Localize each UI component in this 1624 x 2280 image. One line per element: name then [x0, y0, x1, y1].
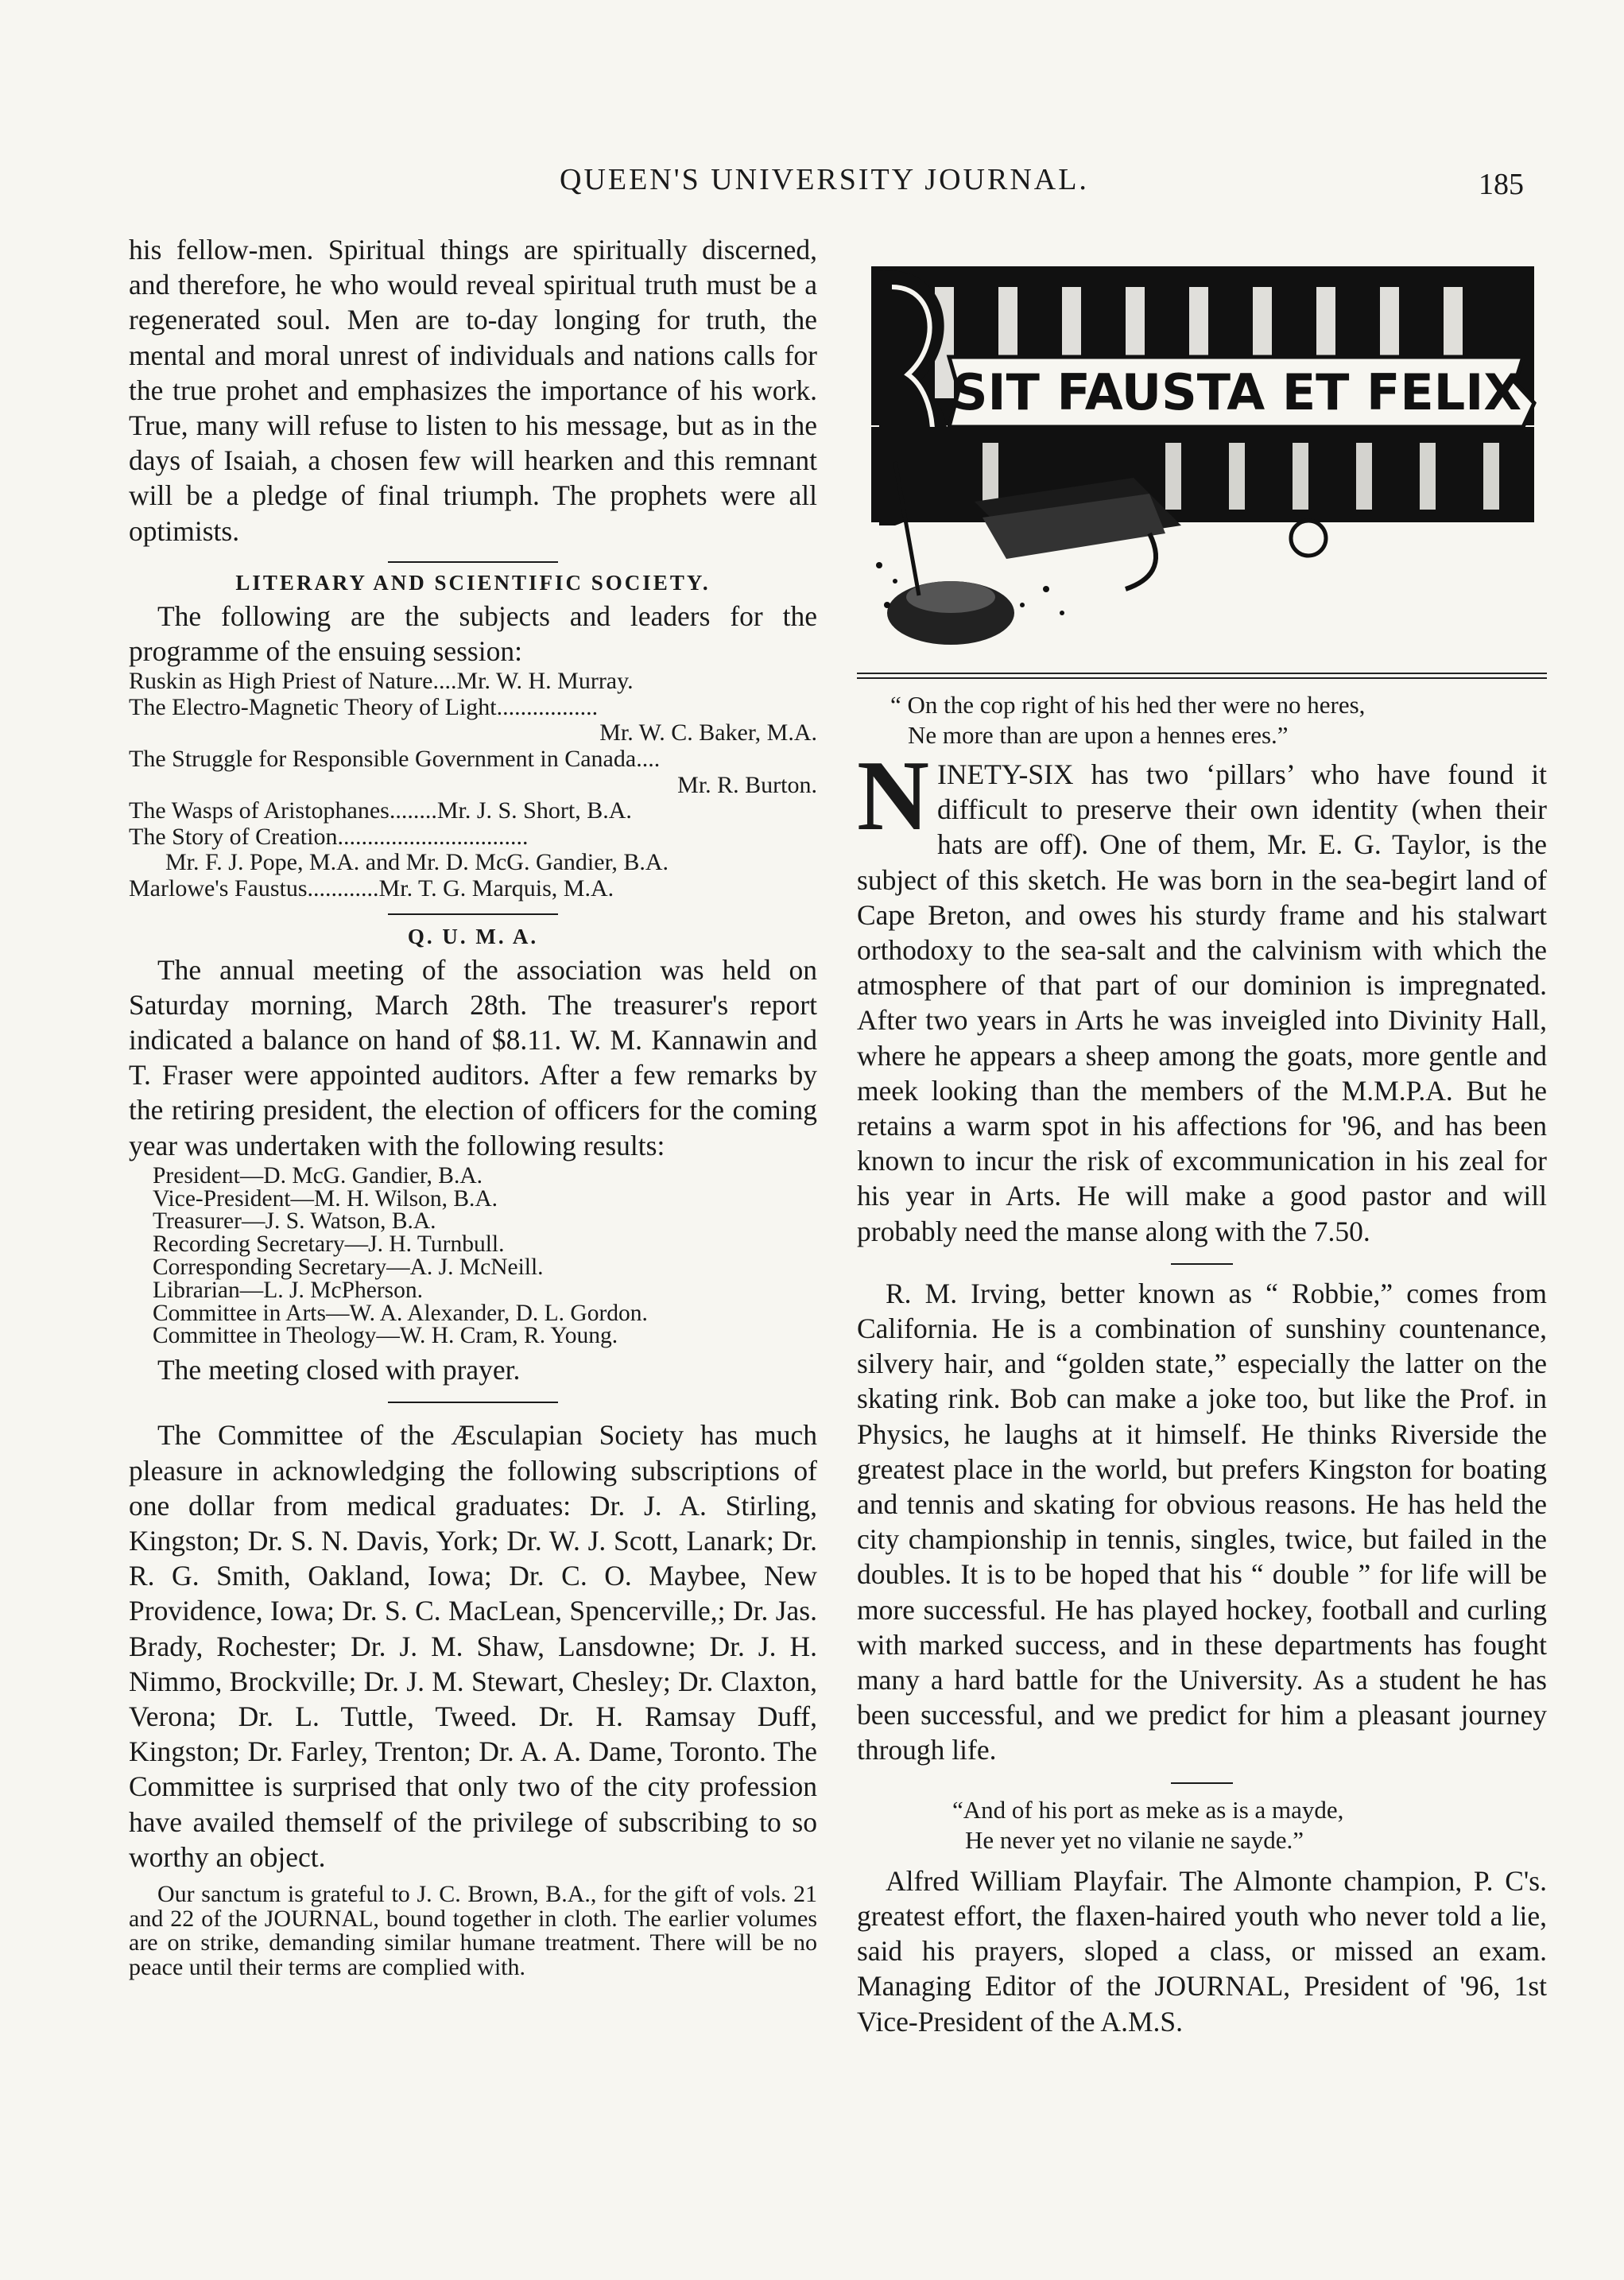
section-rule: [388, 913, 558, 915]
playfair-paragraph: Alfred William Playfair. The Almonte champion, P. C's. greatest effort, the flaxen-haired youth who never told a lie, said his prayers, sloped a class, or missed an exam. Managing Editor of the JOURNAL, President of '96, 1st Vice-President of the A.M.S.: [857, 1864, 1547, 2038]
taylor-paragraph: [857, 741, 1547, 1249]
lit-sci-heading: LITERARY AND SCIENTIFIC SOCIETY.: [235, 570, 711, 595]
bibliography-banner-illustration: [863, 263, 1542, 654]
section-rule: [1171, 1263, 1233, 1265]
section-rule: [388, 561, 558, 563]
list-item: The Struggle for Responsible Government in Canada....: [129, 746, 661, 773]
section-rule: [388, 1402, 558, 1403]
list-item: Corresponding Secretary—A. J. McNeill.: [153, 1254, 544, 1280]
lit-sci-intro: The following are the subjects and leaders for the programme of the ensuing session:: [129, 599, 817, 668]
list-item: Mr. W. C. Baker, M.A.: [599, 719, 817, 746]
list-item: The Wasps of Aristophanes........Mr. J. S. Short, B.A.: [129, 797, 632, 824]
epigraph-line: “ On the cop right of his hed ther were no heres,: [890, 691, 1366, 719]
banner-motto: SIT FAUSTA ET FELIX: [952, 363, 1522, 421]
list-item: President—D. McG. Gandier, B.A.: [153, 1162, 483, 1188]
irving-paragraph: R. M. Irving, better known as “ Robbie,” comes from California. He is a combination of sunshiny countenance, silvery hair, and “golden state,” especially the latter on the skating rink. Bob can make a joke too, but like the Prof. in Physics, he laughs at it himself. He thinks Riverside the greatest place in the world, but prefers Kingston for boating and tennis and skating for obvious reasons. He has held the city championship in tennis, singles, twice, but failed in the doubles. It is to be hoped that his “ double ” for life will be more successful. He has played hockey, football and curling with marked success, and in these departments has fought many a hard battle for the University. As a student he has been successful, and we predict for him a pleasant journey through life.: [857, 1277, 1547, 1766]
epigraph-line: “And of his port as meke as is a mayde,: [952, 1795, 1344, 1824]
aesculapian-paragraph: The Committee of the Æsculapian Society has much pleasure in acknowledging the following subscriptions of one dollar from medical graduates: Dr. J. A. Stirling, Kingston; Dr. S. N. Davis, York; Dr. W. J. Scott, Lanark; Dr. R. G. Smith, Oakland, Iowa; Dr. C. O. Maybee, New Providence, Iowa; Dr. S. C. MacLean, Spencerville,; Dr. Jas. Brady, Rochester; Dr. J. M. Shaw, Lansdowne; Dr. J. H. Nimmo, Brockville; Dr. J. M. Stewart, Chesley; Dr. Claxton, Verona; Dr. L. Tuttle, Tweed. Dr. H. Ramsay Duff, Kingston; Dr. Farley, Trenton; Dr. A. A. Dame, Toronto. The Committee is surprised that only two of the city profession have availed themself of the privilege of subscribing to so worthy an object.: [129, 1419, 817, 1873]
list-item: Vice-President—M. H. Wilson, B.A.: [153, 1185, 498, 1212]
list-item: Mr. R. Burton.: [677, 771, 817, 798]
drop-cap: N: [857, 741, 929, 851]
intro-paragraph: his fellow-men. Spiritual things are spiritually discerned, and therefore, he who would reveal spiritual truth must be a regenerated soul. Men are to-day longing for truth, the mental and moral unrest of individuals and nations calls for the true prohet and emphasizes the importance of his work. True, many will refuse to listen to his message, but as in the days of Isaiah, a chosen few will hearken and this remnant will be a pledge of final triumph. The prophets were all optimists.: [129, 234, 817, 547]
list-item: The Story of Creation................................: [129, 823, 529, 850]
left-column: [129, 232, 817, 1979]
list-item: Ruskin as High Priest of Nature....Mr. W. H. Murray.: [129, 668, 634, 695]
taylor-text: INETY-SIX has two ‘pillars’ who have found it difficult to preserve their own identity (when their hats are off). One of them, Mr. E. G. Taylor, is the subject of this sketch. He was born in the sea-begirt land of Cape Breton, and owes his sturdy frame and his stalwart orthodoxy to the sea-salt and the calvinism with which the atmosphere of that part of our dominion is impregnated. After two years in Arts he was inveigled into Divinity Hall, where he appears a sheep among the goats, more gentle and meek looking than the members of the M.M.P.A. But he retains a warm spot in his affections for '96, and has been known to incur the risk of excommunication in his zeal for his year in Arts. He will make a good pastor and will probably need the manse along with the 7.50.: [857, 758, 1547, 1247]
quma-closing: The meeting closed with prayer.: [157, 1354, 521, 1386]
list-item: Committee in Theology—W. H. Cram, R. Young.: [153, 1323, 618, 1349]
programme-list: [129, 669, 817, 902]
list-item: Mr. F. J. Pope, M.A. and Mr. D. McG. Gandier, B.A.: [165, 849, 669, 876]
list-item: Marlowe's Faustus............Mr. T. G. Marquis, M.A.: [129, 874, 614, 902]
epigraph-line: He never yet no vilanie ne sayde.”: [965, 1825, 1304, 1854]
running-title: QUEEN'S UNIVERSITY JOURNAL.: [560, 163, 1089, 196]
page-header: [0, 159, 1624, 204]
list-item: The Electro-Magnetic Theory of Light.................: [129, 693, 599, 720]
epigraph-line: Ne more than are upon a hennes eres.”: [908, 721, 1289, 749]
list-item: Committee in Arts—W. A. Alexander, D. L. Gordon.: [153, 1300, 648, 1326]
right-column: [857, 690, 1547, 2039]
list-item: Treasurer—J. S. Watson, B.A.: [153, 1208, 436, 1235]
quma-paragraph: The annual meeting of the association was held on Saturday morning, March 28th. The treasurer's report indicated a balance on hand of $8.11. W. M. Kannawin and T. Fraser were appointed auditors. After a few remarks by the retiring president, the election of officers for the coming year was undertaken with the following results:: [129, 953, 817, 1161]
officers-list: [129, 1162, 817, 1349]
section-rule: [1171, 1782, 1233, 1784]
list-item: Librarian—L. J. McPherson.: [153, 1277, 423, 1303]
page-number: 185: [1479, 168, 1524, 201]
double-rule: [857, 673, 1547, 681]
sanctum-note: Our sanctum is grateful to J. C. Brown, B.A., for the gift of vols. 21 and 22 of the JOURNAL, bound together in cloth. The earlier volumes are on strike, demanding similar humane treatment. There will be no peace until their terms are complied with.: [129, 1881, 817, 1980]
quma-heading: Q. U. M. A.: [407, 924, 539, 948]
list-item: Recording Secretary—J. H. Turnbull.: [153, 1231, 505, 1258]
